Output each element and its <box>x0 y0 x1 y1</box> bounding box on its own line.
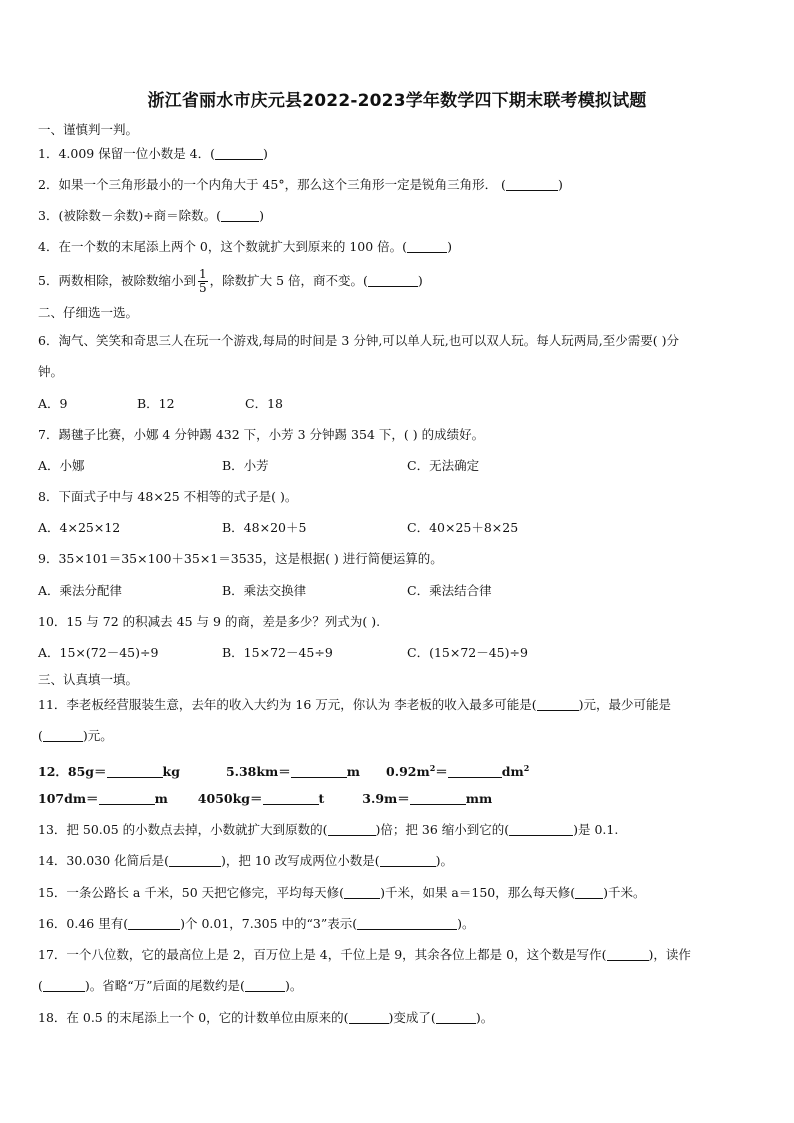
question-12-line-2: 107dm＝ m 4050kg＝ t 3.9m＝ mm <box>38 791 493 806</box>
q8-option-b[interactable]: B．48×20＋5 <box>222 520 307 535</box>
answer-blank[interactable] <box>245 979 285 992</box>
question-7: 7．踢毽子比赛，小娜 4 分钟踢 432 下，小芳 3 分钟踢 354 下，( ) 的成绩好。 <box>38 427 485 442</box>
answer-blank[interactable] <box>221 209 259 222</box>
section-2-heading: 二、仔细选一选。 <box>38 305 139 320</box>
q10-option-a[interactable]: A．15×(72－45)÷9 <box>38 645 159 660</box>
question-3: 3．(被除数－余数)÷商＝除数。( ) <box>38 208 264 223</box>
answer-blank[interactable] <box>607 948 649 961</box>
answer-blank[interactable] <box>344 886 380 899</box>
question-15: 15．一条公路长 a 千米，50 天把它修完，平均每天修( )千米，如果 a＝150，那么每天修( )千米。 <box>38 885 646 900</box>
answer-blank[interactable] <box>291 765 347 778</box>
question-5: 5．两数相除，被除数缩小到 $\frac{1}{5}$ ，除数扩大 5 倍，商不变。( ) <box>38 267 423 295</box>
question-18: 18．在 0.5 的末尾添上一个 0，它的计数单位由原来的( )变成了( )。 <box>38 1010 494 1025</box>
section-1-heading: 一、谨慎判一判。 <box>38 122 139 137</box>
fraction-one-fifth: $\frac{1}{5}$ <box>198 267 207 295</box>
question-10: 10．15 与 72 的积减去 45 与 9 的商，差是多少？列式为( ). <box>38 614 381 629</box>
section-3-heading: 三、认真填一填。 <box>38 672 139 687</box>
q6-option-b[interactable]: B．12 <box>137 396 175 411</box>
question-12-line-1: 12．85g＝ kg 5.38km＝ m $0.92m^2= dm^2$ <box>38 763 530 780</box>
question-16: 16．0.46 里有( )个 0.01，7.305 中的“3”表示( )。 <box>38 916 475 931</box>
question-1: 1．4.009 保留一位小数是 4．( ) <box>38 146 268 161</box>
answer-blank[interactable] <box>349 1011 389 1024</box>
answer-blank[interactable] <box>506 178 558 191</box>
answer-blank[interactable] <box>407 240 447 253</box>
q9-option-b[interactable]: B．乘法交换律 <box>222 583 307 598</box>
question-8: 8．下面式子中与 48×25 不相等的式子是( )。 <box>38 489 298 504</box>
answer-blank[interactable] <box>99 792 155 805</box>
q7-option-b[interactable]: B．小芳 <box>222 458 269 473</box>
answer-blank[interactable] <box>43 729 83 742</box>
question-17-line-2: ( )。省略“万”后面的尾数约是( )。 <box>38 978 303 993</box>
question-11-line-1: 11．李老板经营服装生意，去年的收入大约为 16 万元，你认为 李老板的收入最多可能是( )元，最少可能是 <box>38 697 672 712</box>
answer-blank[interactable] <box>169 854 221 867</box>
question-9: 9．35×101＝35×100＋35×1＝3535，这是根据( ) 进行简便运算的。 <box>38 551 443 566</box>
answer-blank[interactable] <box>410 792 466 805</box>
question-2: 2．如果一个三角形最小的一个内角大于 45°，那么这个三角形一定是锐角三角形． ( ) <box>38 177 563 192</box>
answer-blank[interactable] <box>448 765 502 778</box>
answer-blank[interactable] <box>509 823 573 836</box>
q6-option-c[interactable]: C．18 <box>245 396 283 411</box>
q10-option-c[interactable]: C．(15×72－45)÷9 <box>407 645 528 660</box>
question-14: 14．30.030 化简后是( )，把 10 改写成两位小数是( )。 <box>38 853 453 868</box>
q10-option-b[interactable]: B．15×72－45÷9 <box>222 645 333 660</box>
answer-blank[interactable] <box>215 147 263 160</box>
answer-blank[interactable] <box>128 917 180 930</box>
answer-blank[interactable] <box>380 854 436 867</box>
question-13: 13．把 50.05 的小数点去掉，小数就扩大到原数的( )倍；把 36 缩小到它的( )是 0.1. <box>38 822 619 837</box>
answer-blank[interactable] <box>43 979 85 992</box>
answer-blank[interactable] <box>368 274 418 287</box>
question-4: 4．在一个数的末尾添上两个 0，这个数就扩大到原来的 100 倍。( ) <box>38 239 452 254</box>
question-11-line-2: ( )元。 <box>38 728 113 743</box>
question-17-line-1: 17．一个八位数，它的最高位上是 2，百万位上是 4，千位上是 9，其余各位上都是 0，这个数是写作( )，读作 <box>38 947 691 962</box>
q9-option-a[interactable]: A．乘法分配律 <box>38 583 123 598</box>
answer-blank[interactable] <box>263 792 319 805</box>
q7-option-c[interactable]: C．无法确定 <box>407 458 480 473</box>
answer-blank[interactable] <box>328 823 376 836</box>
question-6-line-1: 6．淘气、笑笑和奇思三人在玩一个游戏,每局的时间是 3 分钟,可以单人玩,也可以双人玩。每人玩两局,至少需要( )分 <box>38 333 679 348</box>
answer-blank[interactable] <box>436 1011 476 1024</box>
page-title: 浙江省丽水市庆元县2022-2023学年数学四下期末联考模拟试题 <box>147 91 647 111</box>
question-6-line-2: 钟。 <box>38 364 64 379</box>
answer-blank[interactable] <box>357 917 457 930</box>
q7-option-a[interactable]: A．小娜 <box>38 458 85 473</box>
q9-option-c[interactable]: C．乘法结合律 <box>407 583 492 598</box>
q8-option-a[interactable]: A．4×25×12 <box>38 520 121 535</box>
q6-option-a[interactable]: A．9 <box>38 396 68 411</box>
answer-blank[interactable] <box>575 886 603 899</box>
answer-blank[interactable] <box>537 698 579 711</box>
q8-option-c[interactable]: C．40×25＋8×25 <box>407 520 519 535</box>
answer-blank[interactable] <box>107 765 163 778</box>
